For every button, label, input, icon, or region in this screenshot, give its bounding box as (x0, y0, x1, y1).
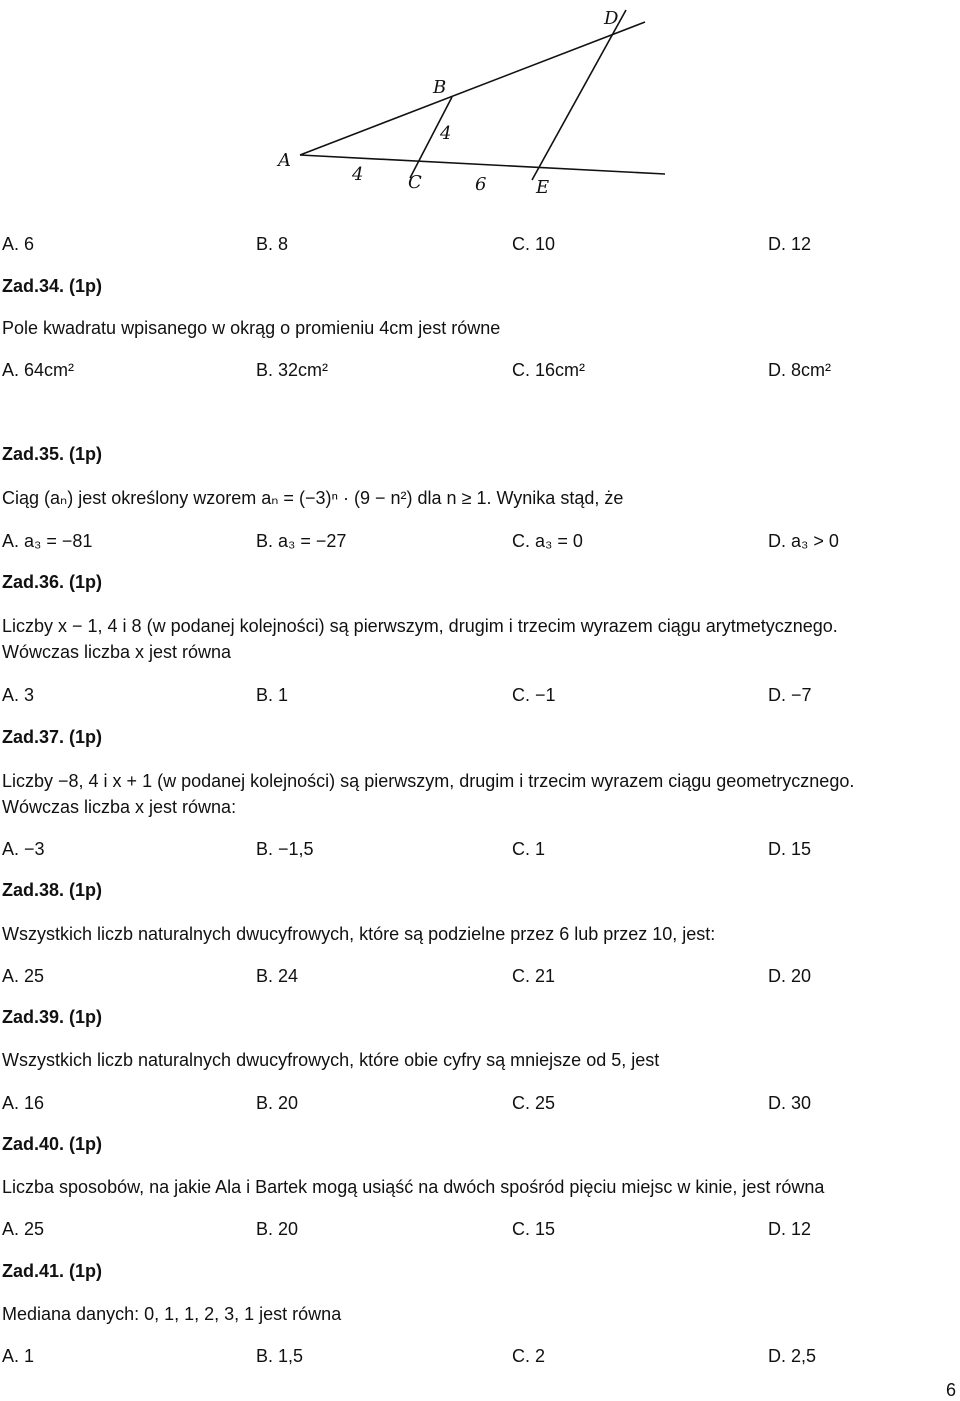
q33-options (2, 234, 952, 258)
answer-option[interactable]: D. 12 (768, 1219, 812, 1239)
point-label-c: C (408, 172, 422, 193)
answer-option[interactable]: B. 24 (256, 966, 299, 986)
point-label-e: E (536, 177, 550, 198)
answer-option[interactable]: C. −1 (512, 685, 556, 705)
q38-options (2, 966, 952, 990)
line-a-d (300, 22, 645, 155)
question-heading: Zad.41. (1p) (2, 1261, 103, 1281)
page-number: 6 (945, 1380, 956, 1400)
q40-options (2, 1219, 952, 1243)
answer-option[interactable]: B. 1 (256, 685, 289, 705)
answer-option[interactable]: D. 20 (768, 966, 812, 986)
question-text: Wszystkich liczb naturalnych dwucyfrowych, które obie cyfry są mniejsze od 5, jest (2, 1050, 660, 1070)
q39-options (2, 1093, 952, 1117)
question-text: Liczby −8, 4 i x + 1 (w podanej kolejności) są pierwszym, drugim i trzecim wyrazem ciągu geometrycznego. (2, 771, 855, 791)
point-label-d: D (604, 8, 619, 29)
answer-option[interactable]: C. 21 (512, 966, 556, 986)
answer-option[interactable]: A. 6 (2, 234, 35, 254)
answer-option[interactable]: C. 15 (512, 1219, 556, 1239)
answer-option[interactable]: A. 25 (2, 966, 45, 986)
question-heading: Zad.34. (1p) (2, 276, 103, 296)
answer-option[interactable]: B. 32cm² (256, 360, 329, 380)
answer-option[interactable]: A. 64cm² (2, 360, 75, 380)
answer-option[interactable]: D. 15 (768, 839, 812, 859)
answer-option[interactable]: B. 8 (256, 234, 289, 254)
answer-option[interactable]: B. −1,5 (256, 839, 314, 859)
answer-option[interactable]: B. 1,5 (256, 1346, 304, 1366)
answer-option[interactable]: A. a₃ = −81 (2, 531, 93, 551)
point-label-b: B (433, 77, 447, 98)
question-text: Wszystkich liczb naturalnych dwucyfrowych, które są podzielne przez 6 lub przez 10, jest: (2, 924, 716, 944)
question-text: Wówczas liczba x jest równa (2, 642, 232, 662)
question-heading: Zad.36. (1p) (2, 572, 103, 592)
segment-label-ce: 6 (475, 174, 487, 195)
line-d-e (532, 10, 626, 180)
answer-option[interactable]: C. 10 (512, 234, 556, 254)
answer-option[interactable]: C. 16cm² (512, 360, 586, 380)
answer-option[interactable]: D. 12 (768, 234, 812, 254)
question-heading: Zad.37. (1p) (2, 727, 103, 747)
question-heading: Zad.39. (1p) (2, 1007, 103, 1027)
question-heading: Zad.35. (1p) (2, 444, 103, 464)
answer-option[interactable]: A. 1 (2, 1346, 35, 1366)
geometry-figure (270, 0, 670, 205)
answer-option[interactable]: C. 2 (512, 1346, 546, 1366)
answer-option[interactable]: B. 20 (256, 1093, 299, 1113)
answer-option[interactable]: C. 1 (512, 839, 546, 859)
question-text: Pole kwadratu wpisanego w okrąg o promieniu 4cm jest równe (2, 318, 501, 338)
q34-options (2, 360, 952, 384)
answer-option[interactable]: A. −3 (2, 839, 45, 859)
answer-option[interactable]: A. 16 (2, 1093, 45, 1113)
question-text: Wówczas liczba x jest równa: (2, 797, 237, 817)
answer-option[interactable]: C. 25 (512, 1093, 556, 1113)
answer-option[interactable]: D. a₃ > 0 (768, 531, 839, 551)
segment-label-bc: 4 (440, 123, 452, 144)
q41-options (2, 1346, 952, 1370)
question-text: Liczby x − 1, 4 i 8 (w podanej kolejności) są pierwszym, drugim i trzecim wyrazem ciągu arytmetycznego. (2, 616, 838, 636)
answer-option[interactable]: D. 30 (768, 1093, 812, 1113)
answer-option[interactable]: C. a₃ = 0 (512, 531, 583, 551)
question-text: Mediana danych: 0, 1, 1, 2, 3, 1 jest równa (2, 1304, 342, 1324)
answer-option[interactable]: D. 8cm² (768, 360, 831, 380)
answer-option[interactable]: A. 25 (2, 1219, 45, 1239)
answer-option[interactable]: A. 3 (2, 685, 35, 705)
point-label-a: A (278, 150, 291, 171)
question-text: Liczba sposobów, na jakie Ala i Bartek mogą usiąść na dwóch spośród pięciu miejsc w kinie, jest równa (2, 1177, 825, 1197)
question-heading: Zad.38. (1p) (2, 880, 103, 900)
answer-option[interactable]: B. 20 (256, 1219, 299, 1239)
segment-label-ac: 4 (352, 164, 364, 185)
q37-options (2, 839, 952, 863)
q35-options (2, 531, 952, 555)
answer-option[interactable]: B. a₃ = −27 (256, 531, 347, 551)
q36-options (2, 685, 952, 709)
question-heading: Zad.40. (1p) (2, 1134, 103, 1154)
question-text: Ciąg (aₙ) jest określony wzorem aₙ = (−3)ⁿ · (9 − n²) dla n ≥ 1. Wynika stąd, że (2, 488, 624, 508)
answer-option[interactable]: D. −7 (768, 685, 812, 705)
answer-option[interactable]: D. 2,5 (768, 1346, 817, 1366)
